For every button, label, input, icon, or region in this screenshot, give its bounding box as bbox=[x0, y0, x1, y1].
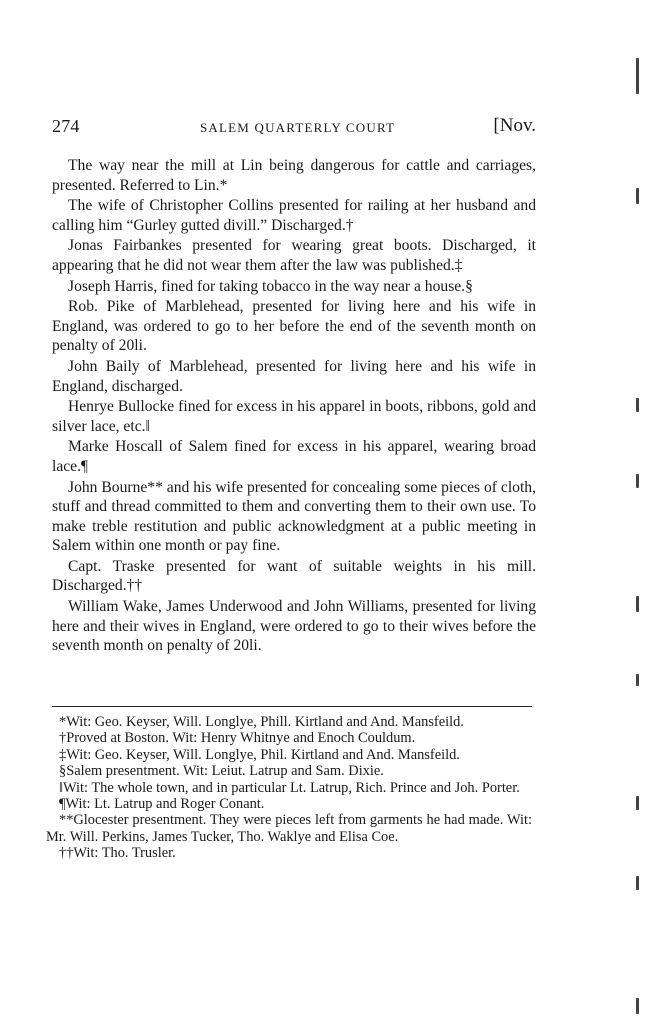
footnote: ‖Wit: The whole town, and in particular Lt. Latrup, Rich. Prince and Joh. Porter. bbox=[59, 779, 520, 796]
page-edge-mark bbox=[636, 674, 639, 686]
page-header bbox=[52, 112, 536, 140]
main-text bbox=[52, 156, 536, 657]
paragraph-fairbankes: Jonas Fairbankes presented for wearing great boots. Discharged, it appearing that he did not wear them after the law was published.‡ bbox=[52, 237, 536, 274]
paragraph-hoscall: Marke Hoscall of Salem fined for excess in his apparel, wearing broad lace.¶ bbox=[52, 438, 536, 475]
paragraph-baily: John Baily of Marblehead, presented for living here and his wife in England, discharged. bbox=[52, 357, 536, 395]
page-edge-mark bbox=[636, 474, 639, 488]
paragraph-harris: Joseph Harris, fined for taking tobacco in the way near a house.§ bbox=[68, 277, 473, 295]
paragraph-pike: Rob. Pike of Marblehead, presented for living here and his wife in England, was ordered to go to her before the end of the seventh month on penalty of 20li. bbox=[52, 298, 536, 355]
page-edge-mark bbox=[636, 58, 639, 94]
page-number: 274 bbox=[52, 116, 80, 136]
footnotes bbox=[46, 714, 532, 862]
page-edge-mark bbox=[636, 876, 639, 890]
page-edge-mark bbox=[636, 596, 639, 612]
paragraph-bullocke: Henrye Bullocke fined for excess in his apparel in boots, ribbons, gold and silver lace, etc.‖ bbox=[52, 398, 536, 435]
paragraph-traske: Capt. Traske presented for want of suitable weights in his mill. Discharged.†† bbox=[52, 557, 536, 595]
footnote-divider bbox=[52, 706, 532, 707]
paragraph-lin-mill: The way near the mill at Lin being dangerous for cattle and carriages, presented. Referred to Lin.* bbox=[52, 157, 536, 194]
footnote: ‡Wit: Geo. Keyser, Will. Longlye, Phil. Kirtland and And. Mansfeild. bbox=[59, 746, 460, 763]
footnote: **Glocester presentment. They were pieces left from garments he had made. Wit: Mr. Will. Perkins, James Tucker, Tho. Waklye and Elisa Coe. bbox=[46, 812, 532, 845]
page-edge-mark bbox=[636, 188, 639, 204]
paragraph-wake: William Wake, James Underwood and John Williams, presented for living here and their wives in England, were ordered to go to their wives before the seventh month on penalty of 20li. bbox=[52, 598, 536, 655]
paragraph-collins: The wife of Christopher Collins presented for railing at her husband and calling him “Gurley gutted divill.” Discharged.† bbox=[52, 197, 536, 234]
footnote: ††Wit: Tho. Trusler. bbox=[59, 845, 176, 862]
paragraph-bourne: John Bourne** and his wife presented for concealing some pieces of cloth, stuff and thread committed to them and converting them to their own use. To make treble restitution and public acknowledgment at a public meeting in Salem within one month or pay fine. bbox=[52, 478, 536, 555]
footnote: *Wit: Geo. Keyser, Will. Longlye, Phill. Kirtland and And. Mansfeild. bbox=[59, 714, 464, 730]
page-edge-mark bbox=[636, 398, 639, 412]
footnote: †Proved at Boston. Wit: Henry Whitnye and Enoch Couldum. bbox=[59, 730, 416, 747]
footnote: §Salem presentment. Wit: Leiut. Latrup and Sam. Dixie. bbox=[59, 763, 384, 780]
footnote: ¶Wit: Lt. Latrup and Roger Conant. bbox=[59, 796, 265, 813]
running-month: [Nov. bbox=[493, 115, 536, 136]
page-edge-mark bbox=[636, 998, 639, 1014]
running-title: SALEM QUARTERLY COURT bbox=[200, 120, 396, 135]
page-edge-mark bbox=[636, 796, 639, 810]
